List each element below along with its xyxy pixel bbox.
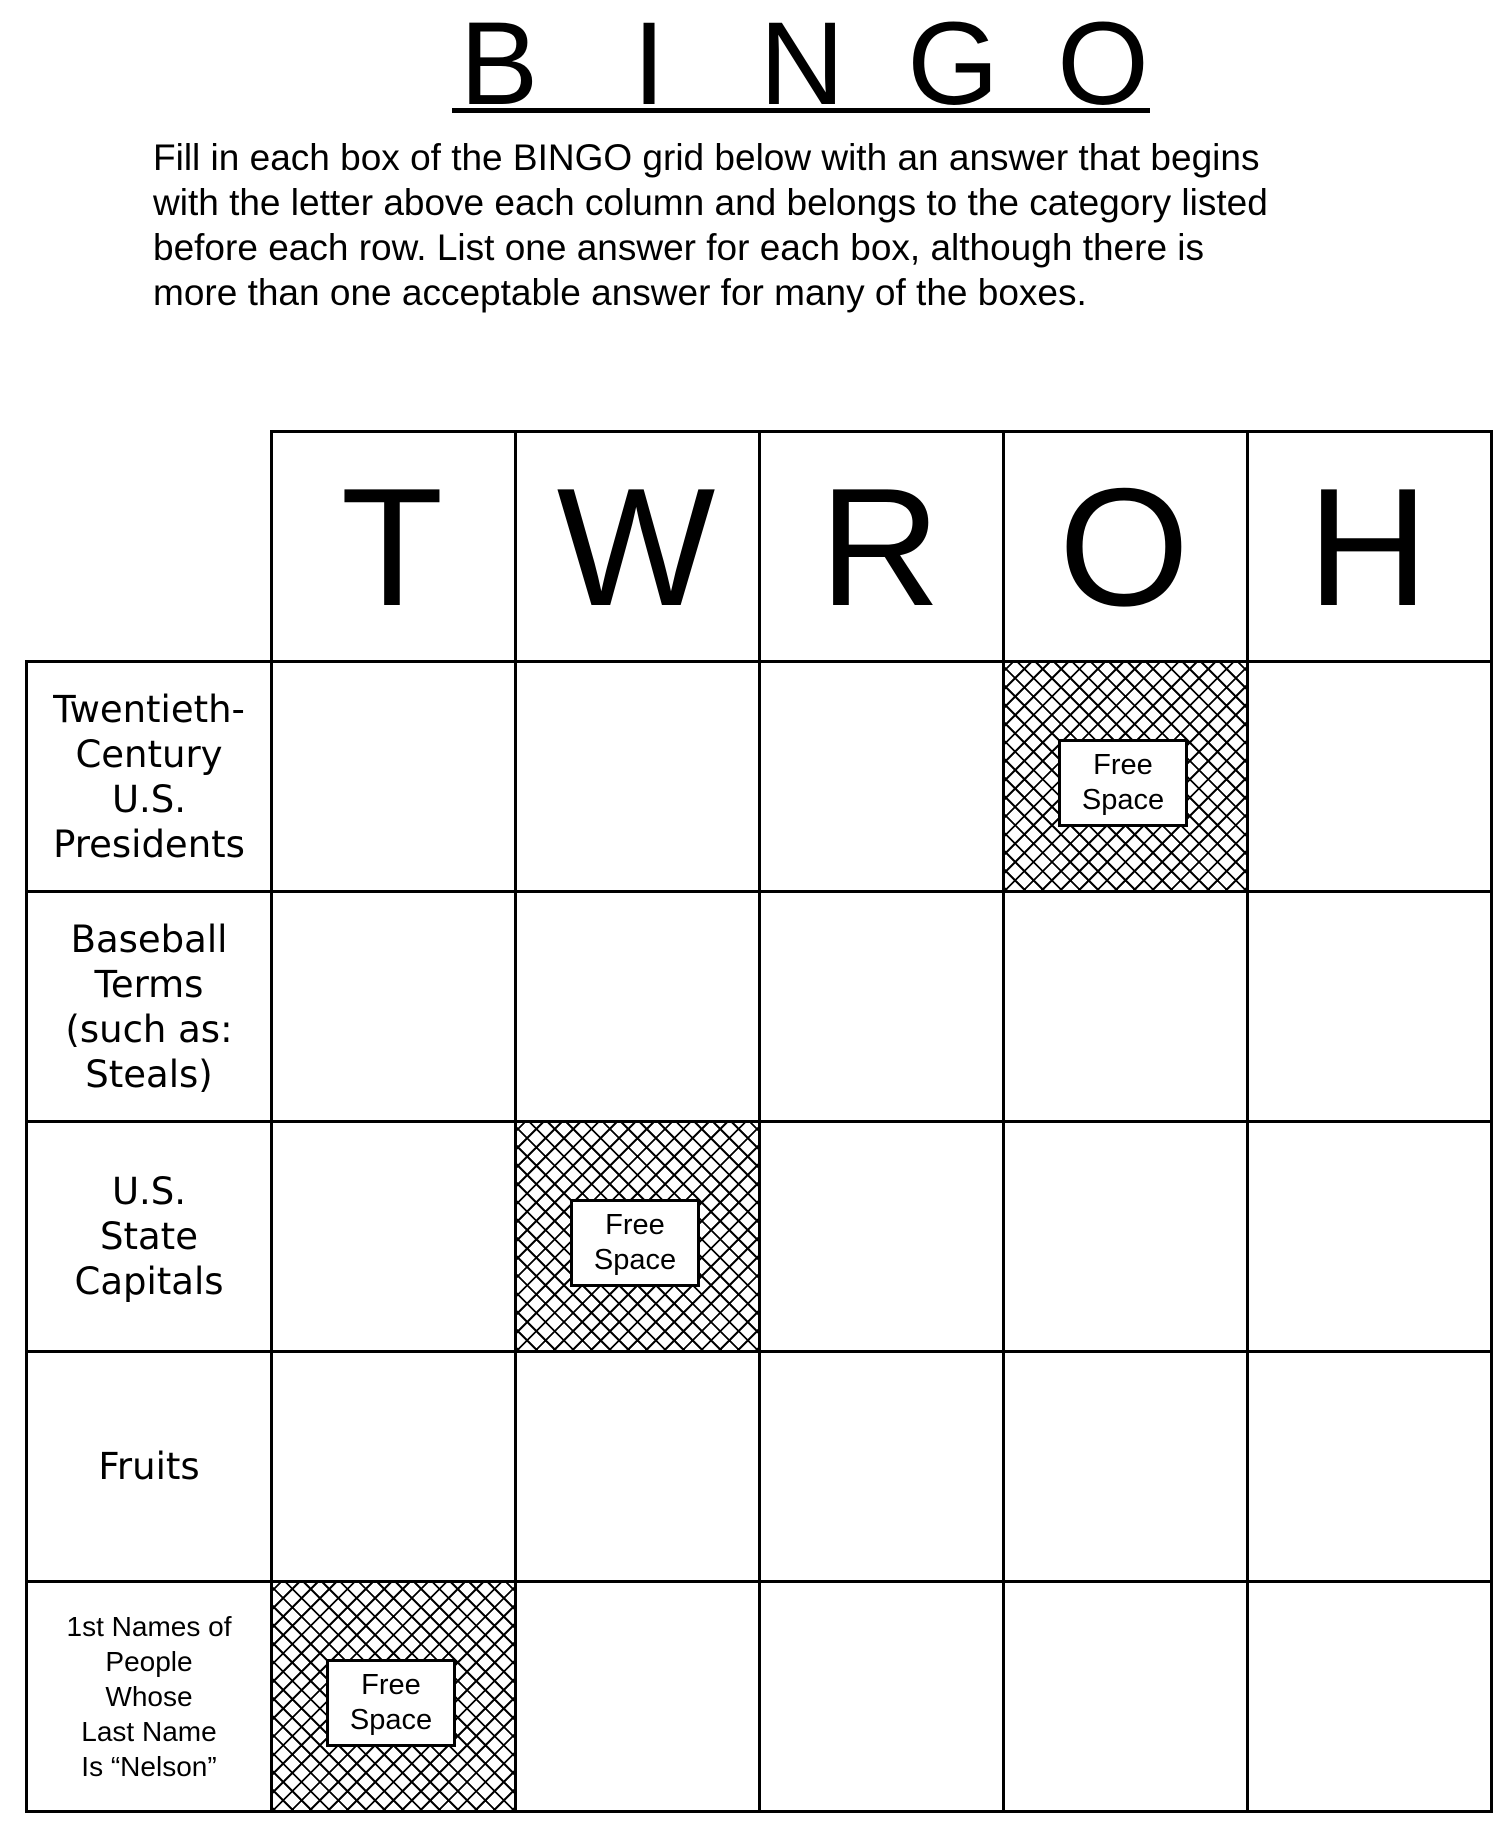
- answer-cell[interactable]: [1005, 1583, 1246, 1810]
- row-category-label: Twentieth- Century U.S. Presidents: [53, 687, 245, 866]
- title-letter-b: B: [459, 0, 539, 130]
- grid-line: [1490, 430, 1493, 1813]
- column-letter-t: T: [340, 453, 444, 641]
- column-letter-r: R: [819, 453, 941, 641]
- row-category-label: U.S. State Capitals: [74, 1170, 224, 1303]
- answer-cell[interactable]: [273, 663, 514, 890]
- column-letter-w: W: [556, 453, 716, 641]
- free-space-cell: [1005, 663, 1246, 890]
- answer-cell[interactable]: [517, 893, 758, 1120]
- answer-cell[interactable]: [273, 1123, 514, 1350]
- free-space-cell: [273, 1583, 514, 1810]
- answer-cell[interactable]: [761, 1123, 1002, 1350]
- free-space-line: Free: [1093, 749, 1153, 781]
- row-category-label: Fruits: [98, 1445, 200, 1488]
- answer-cell[interactable]: [761, 663, 1002, 890]
- answer-cell[interactable]: [517, 663, 758, 890]
- answer-cell[interactable]: [1249, 1583, 1490, 1810]
- answer-cell[interactable]: [1249, 663, 1490, 890]
- free-space-cell: [517, 1123, 758, 1350]
- free-space-line: Free: [361, 1669, 421, 1701]
- answer-cell[interactable]: [761, 1353, 1002, 1580]
- row-category-label: Baseball Terms (such as: Steals): [65, 917, 233, 1096]
- free-space-label: [1058, 739, 1188, 827]
- answer-cell[interactable]: [761, 1583, 1002, 1810]
- free-space-label: [570, 1199, 700, 1287]
- free-space-line: Space: [593, 1244, 677, 1276]
- instructions-line: more than one acceptable answer for many of the boxes.: [153, 272, 1087, 313]
- instructions-line: before each row. List one answer for each box, although there is: [153, 227, 1205, 268]
- title-letter-g: G: [907, 0, 999, 130]
- title-letter-i: I: [632, 0, 666, 130]
- free-space-label: [326, 1659, 456, 1747]
- answer-cell[interactable]: [517, 1353, 758, 1580]
- answer-cell[interactable]: [1005, 893, 1246, 1120]
- answer-cell[interactable]: [1249, 1123, 1490, 1350]
- answer-cell[interactable]: [1249, 893, 1490, 1120]
- title-letter-o: O: [1057, 0, 1149, 130]
- answer-cell[interactable]: [273, 1353, 514, 1580]
- answer-cell[interactable]: [517, 1583, 758, 1810]
- free-space-line: Space: [349, 1704, 433, 1736]
- instructions-line: Fill in each box of the BINGO grid below with an answer that begins: [153, 137, 1260, 178]
- column-letter-o: O: [1058, 453, 1190, 641]
- row-category-label: 1st Names of People Whose Last Name Is “Nelson”: [66, 1611, 232, 1782]
- answer-cell[interactable]: [1005, 1353, 1246, 1580]
- title-letter-n: N: [759, 0, 845, 130]
- column-letter-h: H: [1307, 453, 1429, 641]
- instructions-line: with the letter above each column and belongs to the category listed: [153, 182, 1268, 223]
- answer-cell[interactable]: [1005, 1123, 1246, 1350]
- free-space-line: Free: [605, 1209, 665, 1241]
- free-space-line: Space: [1081, 784, 1165, 816]
- answer-cell[interactable]: [761, 893, 1002, 1120]
- answer-cell[interactable]: [1249, 1353, 1490, 1580]
- answer-cell[interactable]: [273, 893, 514, 1120]
